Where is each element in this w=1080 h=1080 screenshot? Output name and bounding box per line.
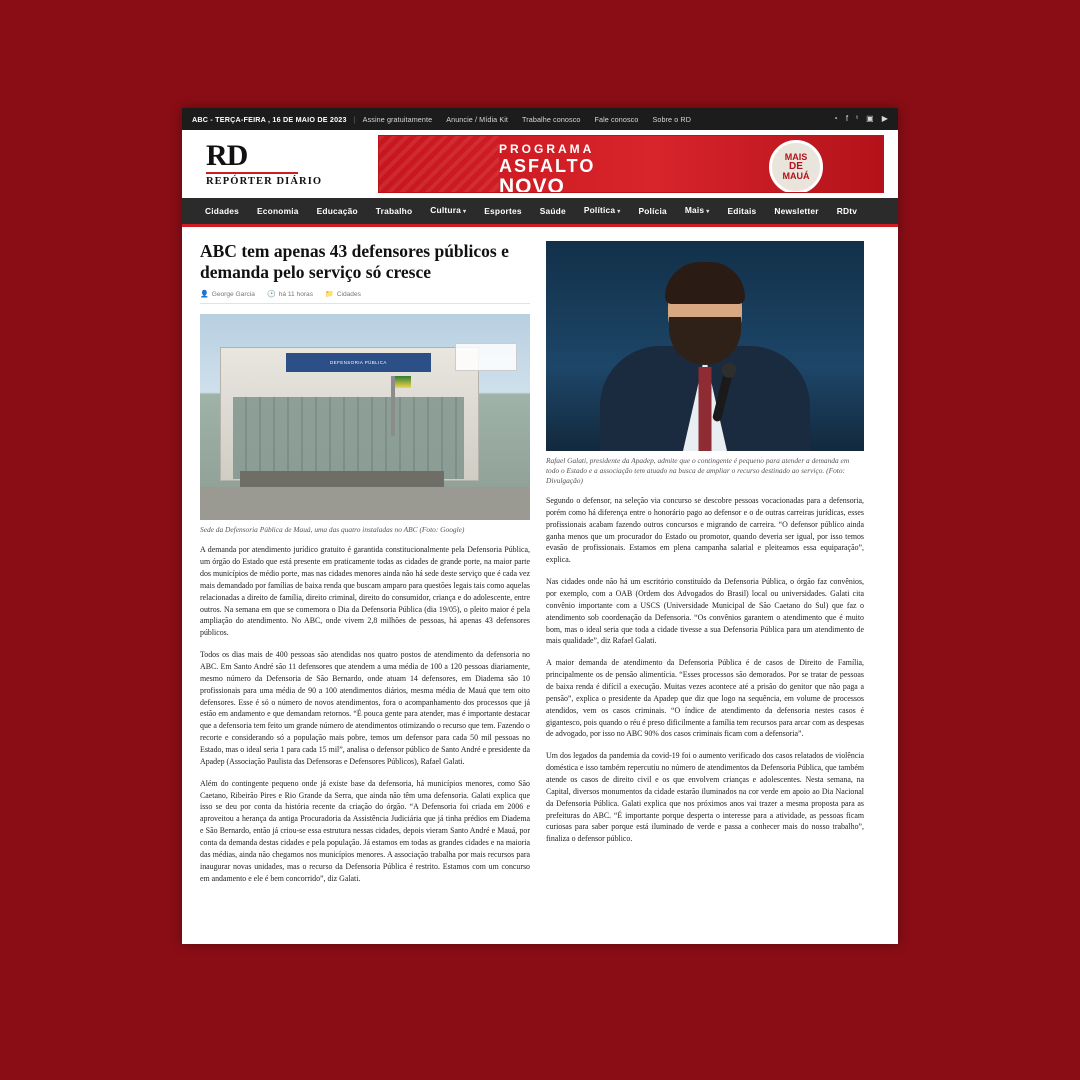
site-logo[interactable] — [196, 141, 356, 187]
meta-category[interactable] — [325, 290, 361, 298]
logo-mark: RD — [206, 139, 248, 172]
ad-banner[interactable] — [378, 135, 884, 193]
article-paragraph: Um dos legados da pandemia da covid-19 foi o aumento verificado dos casos relatados de violência doméstica e isso também repercutiu no número de atendimentos da Defensoria Pública, que também atende os casos de direito civil e os que envolvem crianças e adolescentes. Nesta semana, na Capital, diversos monumentos da cidade estarão iluminados na cor verde em apoio ao Dia Nacional da Defensoria Pública. Galati explica que nos próximos anos vai trazer a mesma proposta para as prefeituras do ABC. “É importante porque desperta o interesse para a atividade, as pessoas ficam curiosas para saber porque está iluminado de verde e passa a conhecer mais do nosso trabalho”, finaliza o defensor público. — [546, 751, 864, 844]
logo-name: REPÓRTER DIÁRIO — [206, 176, 323, 187]
nav-item-politica[interactable] — [575, 197, 630, 225]
user-icon: 👤 — [200, 291, 209, 299]
portrait-tie — [699, 367, 712, 451]
article-paragraph: Todos os dias mais de 400 pessoas são atendidas nos quatro postos de atendimento da defensoria no ABC. Em Santo André são 11 defensores que atendem a uma média de 100 a 120 pessoas diariamente, mesmo número da Defensoria de São Bernardo, onde atuam 14 defensores, em Diadema são 10 profissionais para uma média de 90 a 100 atendimentos diários, mesma média de Mauá que tem oito defensores. Esse é só o número de novos atendimentos, fora o acompanhamento dos processos que já estão em andamento e que demandam retornos. “É pouca gente para atender, mas é importante destacar que a defensoria tem feito um grande número de atendimentos otimizando o recurso que tem. Fazendo o recorte e considerando só a população mais pobre, temos um defensor para cada 50 mil pessoas no Estado, mas o ideal seria 1 para cada 15 mil”, analisa o defensor público de Santo André e presidente da Apadep (Associação Paulista das Defensoras e Defensores Públicos), Rafael Galati. — [200, 650, 530, 766]
main-nav — [182, 198, 898, 227]
twitter-icon[interactable]: ᵗ — [856, 114, 859, 123]
nav-item-cultura[interactable] — [421, 197, 475, 225]
nav-item-cidades[interactable]: Cidades — [205, 206, 239, 216]
link-fale-conosco[interactable]: Fale conosco — [594, 114, 639, 124]
utility-bar — [182, 108, 898, 130]
nav-item-newsletter[interactable]: Newsletter — [774, 206, 819, 216]
photo-watermark — [455, 343, 517, 371]
divider: | — [353, 114, 356, 124]
banner-text — [499, 142, 595, 193]
time-ago: há 11 horas — [278, 290, 314, 298]
article-paragraph: Além do contingente pequeno onde já existe base da defensoria, há municípios menores, como São Caetano, Ribeirão Pires e Rio Grande da Serra, que ainda não têm uma defensoria. Galati explica que isso se deu por conta da história recente da criação do órgão. “A Defensoria foi criada em 2006 e aproveitou a herança da antiga Procuradoria da Assistência Judiciária que já tinha prédios em Diadema e São Bernardo, então já criou-se essa estrutura nessas cidades, depois vieram Santo André e Mauá, por conta da demanda destas cidades e pela população. Já estamos em todas as grandes cidades e na maioria das médias, ainda não chegamos nos municípios menores. A associação trabalha por mais recursos para inaugurar novas unidades, mas o recurso da Defensoria Pública é restrito. Estamos com um concurso em andamento e ele é bem concorrido”, diz Galati. — [200, 778, 530, 883]
meta-time — [267, 290, 313, 298]
nav-label: Política — [583, 205, 616, 215]
nav-item-saude[interactable]: Saúde — [539, 206, 566, 216]
author-name: George Garcia — [211, 290, 255, 298]
photo-sidewalk — [200, 487, 530, 520]
banner-line-2: ASFALTO — [499, 156, 596, 176]
main-photo-caption: Sede da Defensoria Pública de Mauá, uma das quatro instaladas no ABC (Foto: Google) — [200, 525, 465, 535]
current-date: ABC - TERÇA-FEIRA , 16 DE MAIO DE 2023 — [192, 114, 347, 124]
article-right-column — [546, 241, 864, 894]
chevron-down-icon: ▾ — [706, 209, 710, 215]
clock-icon: 🕑 — [266, 291, 276, 299]
banner-line-1: PROGRAMA — [499, 142, 595, 156]
link-sobre-rd[interactable]: Sobre o RD — [652, 114, 692, 124]
article-portrait-photo — [546, 241, 864, 451]
chevron-down-icon: ▾ — [463, 209, 467, 215]
link-anuncie[interactable]: Anuncie / Mídia Kit — [446, 114, 509, 124]
youtube-icon[interactable]: ▶ — [881, 114, 888, 123]
banner-seal-line-3: MAUÁ — [782, 171, 810, 181]
nav-item-mais[interactable] — [676, 197, 719, 225]
category-label: Cidades — [336, 290, 361, 298]
nav-label: Cultura — [430, 205, 462, 215]
portrait-photo-caption: Rafael Galati, presidente da Apadep, admite que o contingente é pequeno para atender a demanda em todo o Estado e a associação tem atuado na busca de ampliar o recurso destinado ao serviço. (Foto: Divulgação) — [546, 456, 850, 485]
link-assine[interactable]: Assine gratuitamente — [362, 114, 433, 124]
banner-line-3: NOVO — [499, 175, 565, 193]
portrait-hair — [665, 262, 745, 304]
instagram-icon[interactable]: ▣ — [866, 114, 874, 123]
facebook-icon[interactable]: f — [845, 114, 849, 123]
article-paragraph: Nas cidades onde não há um escritório constituído da Defensoria Pública, o órgão faz convênios, por exemplo, com a OAB (Ordem dos Advogados do Brasil) local ou universidades. Galati cita convênio importante com a USCS (Universidade Municipal de São Caetano do Sul) que faz o atendimento sob coordenação da Defensoria. “Os convênios garantem o atendimento que é muito bom, mas o ideal seria que toda a cidade tivesse a sua Defensoria Pública para um atendimento de mais qualidade”, diz Rafael Galati. — [546, 577, 864, 646]
chevron-down-icon: ▾ — [617, 209, 621, 215]
article-paragraph: A maior demanda de atendimento da Defensoria Pública é de casos de Direito de Família, principalmente os de pensão alimentícia. “Esses processos são demorados. Por se tratar de pessoas de baixa renda é difícil a execução. Muitas vezes acontece até a prisão do genitor que não paga a pensão”, explica o presidente da Apadep que diz que logo na sequência, em volume de processos atendidos, vem os casos criminais. “O índice de atendimento da defensoria nestes casos é gigantesco, pois quando o réu é preso dificilmente a família tem recursos para arcar com as despesas de advogado, por isso no ABC 90% dos casos criminais ficam com a defensoria”. — [546, 658, 864, 739]
banner-seal-line-1: MAIS — [784, 152, 808, 162]
photo-flagpole — [391, 376, 395, 436]
banner-texture — [379, 136, 499, 192]
article-main-photo — [200, 314, 530, 520]
banner-seal-line-2: DE — [789, 161, 803, 172]
masthead — [182, 130, 898, 198]
page-title: ABC tem apenas 43 defensores públicos e demanda pelo serviço só cresce — [200, 241, 509, 282]
folder-icon: 📁 — [325, 291, 334, 299]
social-links — [833, 115, 888, 123]
banner-seal — [769, 140, 823, 193]
link-trabalhe-conosco[interactable]: Trabalhe conosco — [522, 114, 581, 124]
article-paragraph: Segundo o defensor, na seleção via concurso se descobre pessoas vocacionadas para a defensoria, porém como há diferença entre o honorário pago ao defensor e o de outras carreiras jurídicas, esses profissionais acabam fazendo outros concursos e migrando de carreira. “O defensor público ainda ganha menos que um procurador do Estado ou promotor, quando deveria ser igual, por isso temos evasão de profissionais. Estamos em plena campanha salarial e pleiteamos essa equiparação”, explica. — [546, 495, 864, 565]
nav-item-policia[interactable]: Polícia — [638, 206, 667, 216]
photo-building-sign: DEFENSORIA PÚBLICA — [286, 353, 431, 372]
nav-item-esportes[interactable]: Esportes — [484, 206, 522, 216]
nav-item-editais[interactable]: Editais — [727, 206, 757, 216]
article-meta — [200, 290, 530, 304]
article-paragraph: A demanda por atendimento jurídico gratuito é garantida constitucionalmente pela Defensoria Pública, um órgão do Estado que está presente em praticamente todas as cidades de grande porte, na maior parte dos municípios de médio porte, mas nas cidades menores ainda não há sede deste serviço que é cada vez mais demandado por famílias de baixa renda que buscam amparo para questões legais tais como aquelas relacionadas a direito de família, direito criminal, direito do consumidor, criança e do adolescente, entre outros. Na semana em que se comemora o Dia da Defensoria Pública (dia 19/05), o pleito maior é pela ampliação do atendimento. No ABC, onde vivem 2,8 milhões de pessoas, há apenas 43 defensores públicos. — [200, 545, 530, 638]
rss-icon[interactable]: ◔ — [832, 114, 838, 123]
logo-rule — [206, 172, 298, 174]
nav-item-economia[interactable]: Economia — [256, 206, 299, 216]
article-left-column — [200, 241, 530, 894]
nav-item-trabalho[interactable]: Trabalho — [375, 206, 413, 216]
nav-item-educacao[interactable]: Educação — [316, 206, 358, 216]
article-content — [182, 227, 898, 894]
nav-item-rdtv[interactable]: RDtv — [836, 206, 858, 216]
meta-author — [200, 290, 255, 298]
photo-glass-facade — [233, 397, 464, 479]
browser-page — [182, 108, 898, 944]
nav-label: Mais — [684, 205, 705, 215]
